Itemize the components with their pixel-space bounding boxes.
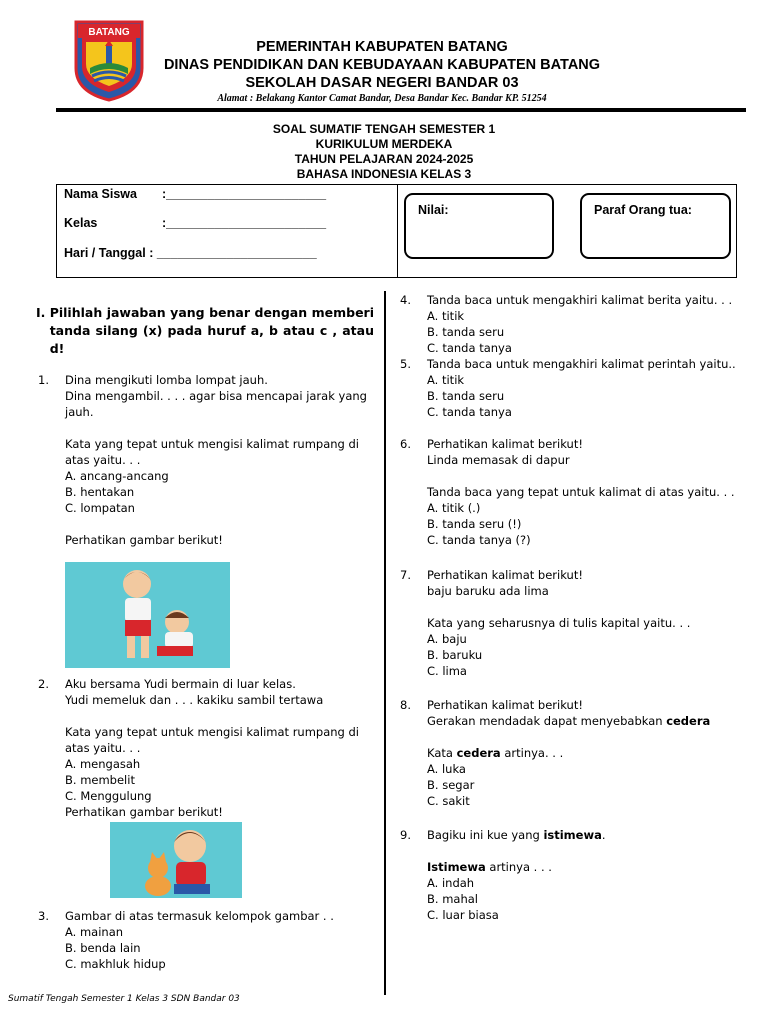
question-text: Aku bersama Yudi bermain di luar kelas.: [65, 677, 296, 691]
exam-title-line: SOAL SUMATIF TENGAH SEMESTER 1: [272, 122, 496, 136]
page-footer: Sumatif Tengah Semester 1 Kelas 3 SDN Bandar 03: [8, 994, 240, 1004]
question-text: Kata yang tepat untuk mengisi kalimat rumpang di atas yaitu. . .: [65, 437, 359, 467]
option-c[interactable]: C. makhluk hidup: [65, 957, 166, 971]
exam-title: [56, 122, 712, 182]
section-instruction: [36, 304, 374, 358]
question-1: [38, 372, 374, 548]
question-5: [400, 356, 762, 420]
sentence: Gerakan mendadak dapat menyebabkan: [427, 714, 663, 728]
left-column: [38, 304, 374, 972]
question-number: 1.: [38, 373, 49, 387]
question-text: [427, 859, 762, 875]
school-address: Alamat : Belakang Kantor Camat Bandar, Desa Bandar Kec. Bandar KP. 51254: [217, 93, 547, 104]
right-column: [400, 292, 762, 923]
question-text: Dina mengikuti lomba lompat jauh.: [65, 373, 268, 387]
question-text: Tanda baca untuk mengakhiri kalimat perintah yaitu..: [427, 357, 736, 371]
question-2: [38, 676, 374, 820]
option-a[interactable]: A. mainan: [65, 925, 124, 939]
question-number: 7.: [400, 568, 411, 582]
option-c[interactable]: C. luar biasa: [427, 908, 499, 922]
option-c[interactable]: C. lompatan: [65, 501, 135, 515]
paraf-box[interactable]: [580, 193, 731, 259]
question-text: Dina mengambil. . . . agar bisa mencapai jarak yang jauh.: [65, 389, 367, 419]
question-number: 8.: [400, 698, 411, 712]
question-3: [38, 908, 374, 972]
kelas-label: Kelas: [64, 216, 98, 230]
option-a[interactable]: A. titik (.): [427, 501, 481, 515]
question-text: Kata yang seharusnya di tulis kapital yaitu. . .: [427, 616, 691, 630]
student-identity-box: [56, 184, 737, 278]
question-8: [400, 697, 762, 809]
question-text: [427, 745, 762, 761]
kelas-row: [64, 216, 326, 230]
picture-prompt: Perhatikan gambar berikut!: [65, 805, 223, 819]
option-b[interactable]: B. mahal: [427, 892, 478, 906]
identity-divider: [397, 185, 398, 277]
option-a[interactable]: A. luka: [427, 762, 466, 776]
option-c[interactable]: C. sakit: [427, 794, 470, 808]
option-a[interactable]: A. ancang-ancang: [65, 469, 169, 483]
question-text: baju baruku ada lima: [427, 584, 549, 598]
option-b[interactable]: B. tanda seru: [427, 325, 505, 339]
question-number: 5.: [400, 357, 411, 371]
question-text: [427, 713, 762, 729]
section-number: I.: [36, 305, 46, 320]
keyword: istimewa: [543, 828, 602, 842]
nama-label: Nama Siswa: [64, 187, 137, 201]
question-text: Linda memasak di dapur: [427, 453, 570, 467]
suffix: artinya. . .: [504, 746, 564, 760]
govt-name: PEMERINTAH KABUPATEN BATANG: [256, 39, 508, 55]
option-a[interactable]: A. titik: [427, 309, 465, 323]
question-text: Perhatikan kalimat berikut!: [427, 437, 583, 451]
question-number: 9.: [400, 828, 411, 842]
question-text: Tanda baca untuk mengakhiri kalimat berita yaitu. . .: [427, 293, 733, 307]
header-rule: [56, 108, 746, 112]
option-b[interactable]: B. baruku: [427, 648, 483, 662]
option-a[interactable]: A. titik: [427, 373, 465, 387]
picture-prompt: Perhatikan gambar berikut!: [65, 533, 223, 547]
hari-label: Hari / Tanggal :: [64, 246, 154, 260]
question-number: 6.: [400, 437, 411, 451]
option-a[interactable]: A. mengasah: [65, 757, 141, 771]
logo-text: BATANG: [88, 27, 130, 38]
children-playing-picture: [65, 562, 230, 668]
question-4: [400, 292, 762, 356]
exam-title-line: KURIKULUM MERDEKA: [315, 137, 453, 151]
hari-field[interactable]: _______________________: [156, 246, 317, 260]
option-c[interactable]: C. tanda tanya: [427, 405, 512, 419]
option-b[interactable]: B. tanda seru: [427, 389, 505, 403]
question-text: [427, 827, 762, 843]
option-a[interactable]: A. indah: [427, 876, 475, 890]
option-c[interactable]: C. Menggulung: [65, 789, 152, 803]
option-b[interactable]: B. benda lain: [65, 941, 141, 955]
keyword: cedera: [666, 714, 711, 728]
instruction-text: Pilihlah jawaban yang benar dengan memberi tanda silang (x) pada huruf a, b atau c , atau d!: [49, 305, 374, 356]
question-7: [400, 567, 762, 679]
question-text: Gambar di atas termasuk kelompok gambar . .: [65, 909, 334, 923]
nilai-box[interactable]: [404, 193, 554, 259]
column-divider: [384, 291, 386, 995]
option-b[interactable]: B. hentakan: [65, 485, 135, 499]
question-text: Tanda baca yang tepat untuk kalimat di atas yaitu. . .: [427, 485, 735, 499]
exam-title-line: TAHUN PELAJARAN 2024-2025: [294, 152, 474, 166]
option-b[interactable]: B. segar: [427, 778, 475, 792]
kelas-field[interactable]: :_______________________: [162, 216, 327, 230]
keyword: Istimewa: [427, 860, 486, 874]
paraf-label: Paraf Orang tua:: [594, 203, 692, 217]
question-6: [400, 436, 762, 548]
option-c[interactable]: C. lima: [427, 664, 467, 678]
question-number: 4.: [400, 293, 411, 307]
option-c[interactable]: C. tanda tanya: [427, 341, 512, 355]
suffix: artinya . . .: [489, 860, 552, 874]
hari-row: [64, 246, 317, 260]
nama-field[interactable]: :_______________________: [162, 187, 327, 201]
boy-with-cat-picture: [110, 822, 242, 898]
dept-name: DINAS PENDIDIKAN DAN KEBUDAYAAN KABUPATEN BATANG: [163, 57, 601, 73]
prefix: Bagiku ini kue yang: [427, 828, 540, 842]
keyword: cedera: [456, 746, 501, 760]
exam-title-line: BAHASA INDONESIA KELAS 3: [296, 167, 472, 181]
option-a[interactable]: A. baju: [427, 632, 467, 646]
nilai-label: Nilai:: [418, 203, 449, 217]
question-9: [400, 827, 762, 923]
question-text: Perhatikan kalimat berikut!: [427, 568, 583, 582]
question-number: 2.: [38, 677, 49, 691]
suffix: .: [601, 828, 606, 842]
prefix: Kata: [427, 746, 453, 760]
option-b[interactable]: B. tanda seru (!): [427, 517, 522, 531]
letterhead: [150, 38, 614, 105]
option-b[interactable]: B. membelit: [65, 773, 135, 787]
nama-row: [64, 187, 326, 201]
question-text: Yudi memeluk dan . . . kakiku sambil tertawa: [65, 693, 324, 707]
option-c[interactable]: C. tanda tanya (?): [427, 533, 531, 547]
question-text: Perhatikan kalimat berikut!: [427, 698, 583, 712]
regency-logo: [72, 18, 146, 102]
school-name: SEKOLAH DASAR NEGERI BANDAR 03: [245, 75, 519, 91]
question-text: Kata yang tepat untuk mengisi kalimat rumpang di atas yaitu. . .: [65, 725, 359, 755]
question-number: 3.: [38, 909, 49, 923]
